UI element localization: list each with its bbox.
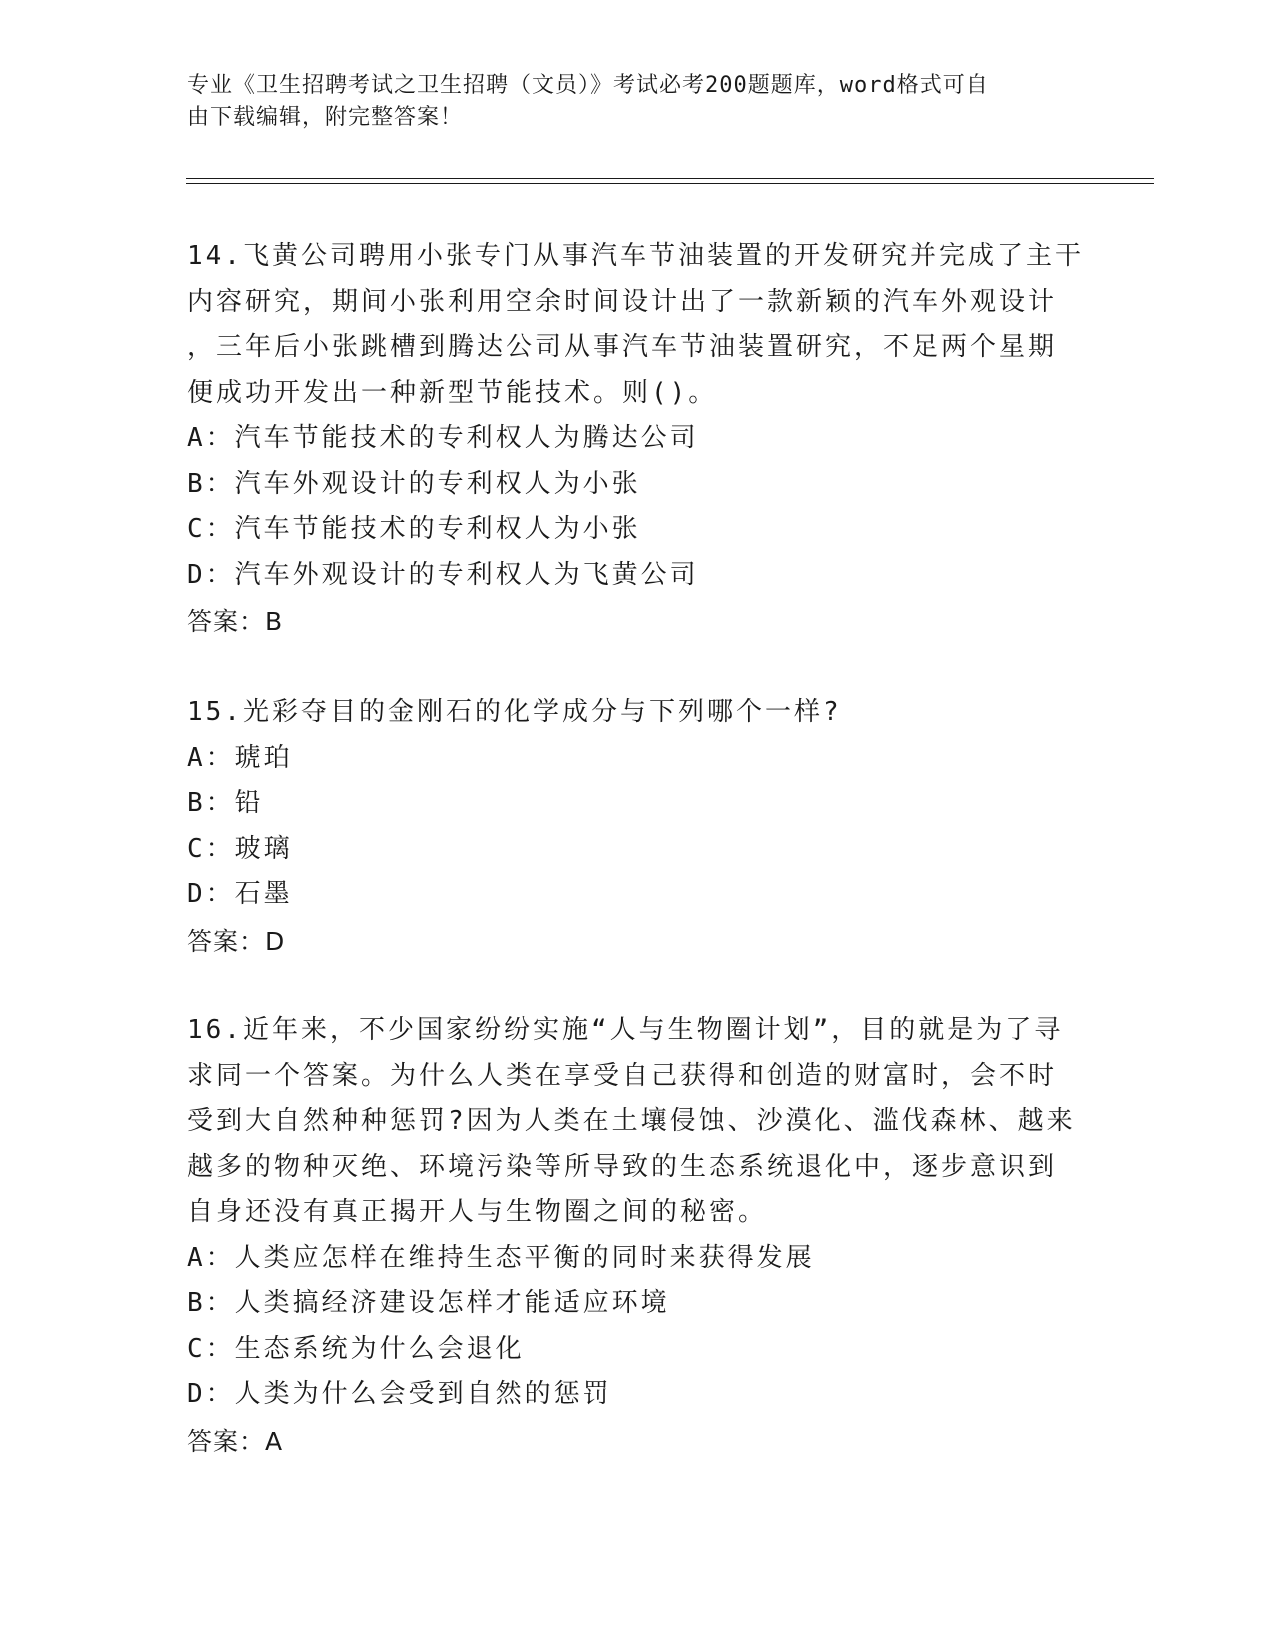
option-d: D：石墨 (187, 879, 293, 909)
answer-label: 答案：D (187, 926, 286, 956)
question-stem-line: 自身还没有真正揭开人与生物圈之间的秘密。 (187, 1197, 768, 1227)
question-15 (187, 690, 1087, 964)
option-b: B：汽车外观设计的专利权人为小张 (187, 468, 641, 499)
question-14 (187, 234, 1087, 645)
option-c: C：汽车节能技术的专利权人为小张 (187, 514, 641, 544)
option-d: D：人类为什么会受到自然的惩罚 (187, 1379, 612, 1409)
question-stem-line: ，三年后小张跳槽到腾达公司从事汽车节油装置研究，不足两个星期 (187, 332, 1058, 362)
option-a: A：人类应怎样在维持生态平衡的同时来获得发展 (187, 1242, 815, 1273)
option-b: B：人类搞经济建设怎样才能适应环境 (187, 1288, 670, 1318)
header-divider-top (186, 178, 1154, 179)
option-d: D：汽车外观设计的专利权人为飞黄公司 (187, 559, 699, 590)
answer-label: 答案：B (187, 607, 284, 636)
question-16 (187, 1008, 1087, 1464)
question-stem-line: 16.近年来，不少国家纷纷实施“人与生物圈计划”，目的就是为了寻 (187, 1015, 1064, 1045)
question-stem-line: 内容研究，期间小张利用空余时间设计出了一款新颖的汽车外观设计 (187, 286, 1058, 317)
option-b: B：铅 (187, 788, 264, 818)
answer-label: 答案：A (187, 1426, 284, 1456)
question-stem-line: 受到大自然种种惩罚?因为人类在土壤侵蚀、沙漠化、滥伐森林、越来 (187, 1106, 1076, 1136)
question-stem-line: 越多的物种灭绝、环境污染等所导致的生态系统退化中，逐步意识到 (187, 1151, 1058, 1182)
question-stem-line: 便成功开发出一种新型节能技术。则()。 (187, 377, 718, 408)
option-c: C：玻璃 (187, 833, 293, 864)
question-stem-line: 14.飞黄公司聘用小张专门从事汽车节油装置的开发研究并完成了主干 (187, 241, 1084, 271)
option-a: A：汽车节能技术的专利权人为腾达公司 (187, 423, 699, 453)
header-line-1: 专业《卫生招聘考试之卫生招聘（文员）》考试必考200题题库，word格式可自 (187, 73, 989, 98)
header-divider-bottom (186, 183, 1154, 184)
option-a: A：琥珀 (187, 742, 293, 773)
question-stem-line: 15.光彩夺目的金刚石的化学成分与下列哪个一样? (187, 697, 842, 727)
question-stem-line: 求同一个答案。为什么人类在享受自己获得和创造的财富时，会不时 (187, 1060, 1058, 1091)
option-c: C：生态系统为什么会退化 (187, 1333, 525, 1364)
document-header (187, 70, 1067, 134)
header-line-2: 由下载编辑，附完整答案！ (187, 105, 464, 130)
